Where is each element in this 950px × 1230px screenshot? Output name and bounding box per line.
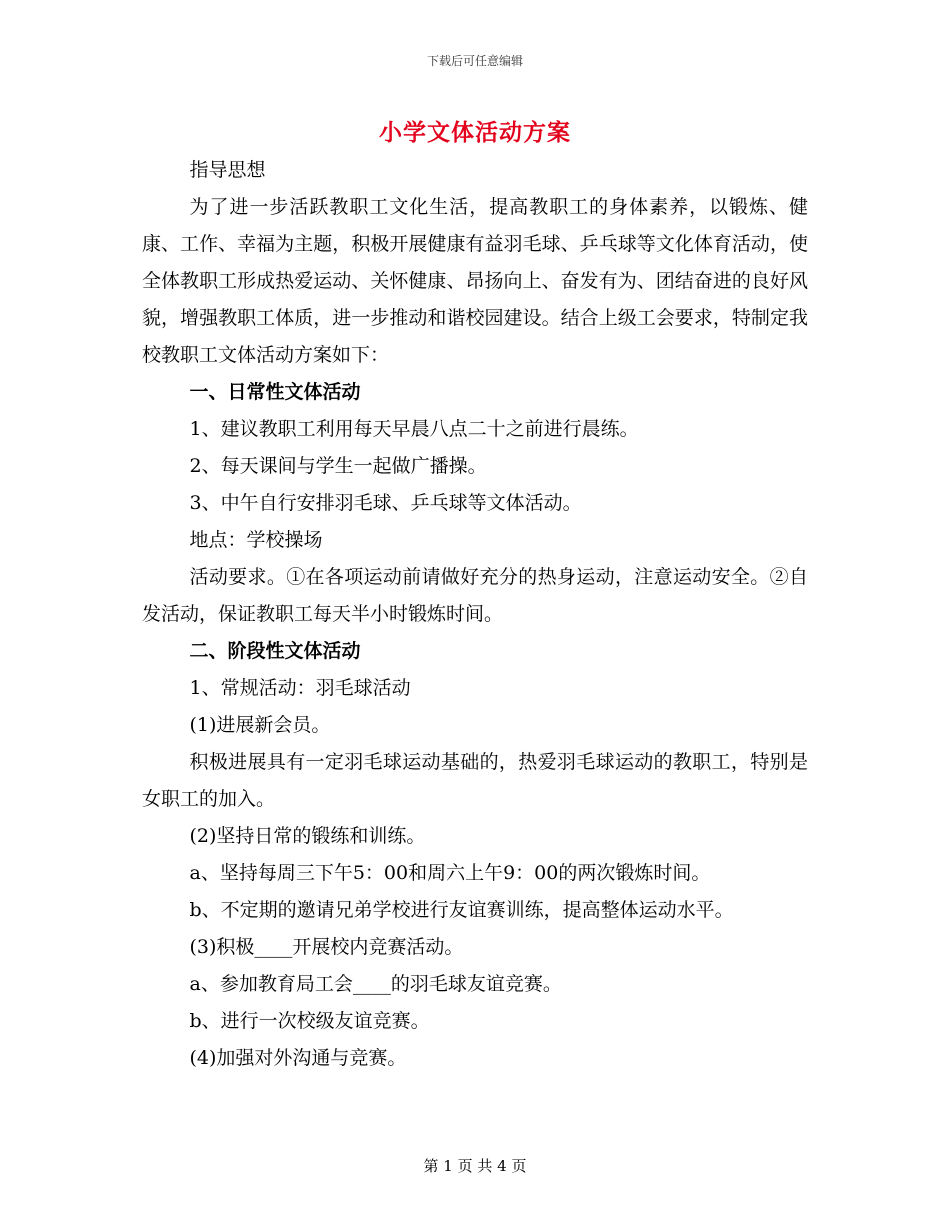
- document-body: [142, 152, 808, 1077]
- paragraph-item: 1、常规活动：羽毛球活动: [189, 677, 411, 699]
- paragraph-intro: 为了进一步活跃教职工文化生活，提高教职工的身体素养，以锻炼、健康、工作、幸福为主题，积极开展健康有益羽毛球、乒乓球等文化体育活动，使全体教职工形成热爱运动、关怀健康、昂扬向上、奋发有为、团结奋进的良好风貌，增强教职工体质，进一步推动和谐校园建设。结合上级工会要求，特制定我校教职工文体活动方案如下：: [142, 196, 808, 366]
- page-header: 下载后可任意编辑: [426, 54, 523, 68]
- paragraph-item: 2、每天课间与学生一起做广播操。: [189, 455, 487, 477]
- paragraph-item: b、不定期的邀请兄弟学校进行友谊赛训练，提高整体运动水平。: [189, 899, 734, 921]
- paragraph-item: (3)积极____开展校内竞赛活动。: [189, 936, 464, 958]
- document-title: 小学文体活动方案: [379, 119, 571, 146]
- paragraph-item: 1、建议教职工利用每天早晨八点二十之前进行晨练。: [189, 418, 639, 440]
- paragraph-guiding-idea: 指导思想: [189, 159, 266, 181]
- paragraph-item: (1)进展新会员。: [189, 714, 331, 736]
- paragraph-item: (4)加强对外沟通与竞赛。: [189, 1047, 407, 1069]
- section-heading-periodic: 二、阶段性文体活动: [189, 640, 361, 662]
- paragraph-item: 积极进展具有一定羽毛球运动基础的，热爱羽毛球运动的教职工，特别是女职工的加入。: [142, 751, 808, 810]
- paragraph-item: a、参加教育局工会____的羽毛球友谊竞赛。: [189, 973, 562, 995]
- paragraph-item: (2)坚持日常的锻练和训练。: [189, 825, 426, 847]
- page-footer: 第 1 页 共 4 页: [423, 1157, 527, 1175]
- paragraph-item: 3、中午自行安排羽毛球、乒乓球等文体活动。: [189, 492, 582, 514]
- paragraph-requirements: 活动要求。①在各项运动前请做好充分的热身运动，注意运动安全。②自发活动，保证教职工每天半小时锻炼时间。: [142, 566, 808, 625]
- section-heading-daily: 一、日常性文体活动: [189, 381, 361, 403]
- paragraph-item: b、进行一次校级友谊竞赛。: [189, 1010, 430, 1032]
- paragraph-item: a、坚持每周三下午5：00和周六上午9：00的两次锻炼时间。: [189, 862, 711, 884]
- paragraph-location: 地点：学校操场: [189, 529, 323, 551]
